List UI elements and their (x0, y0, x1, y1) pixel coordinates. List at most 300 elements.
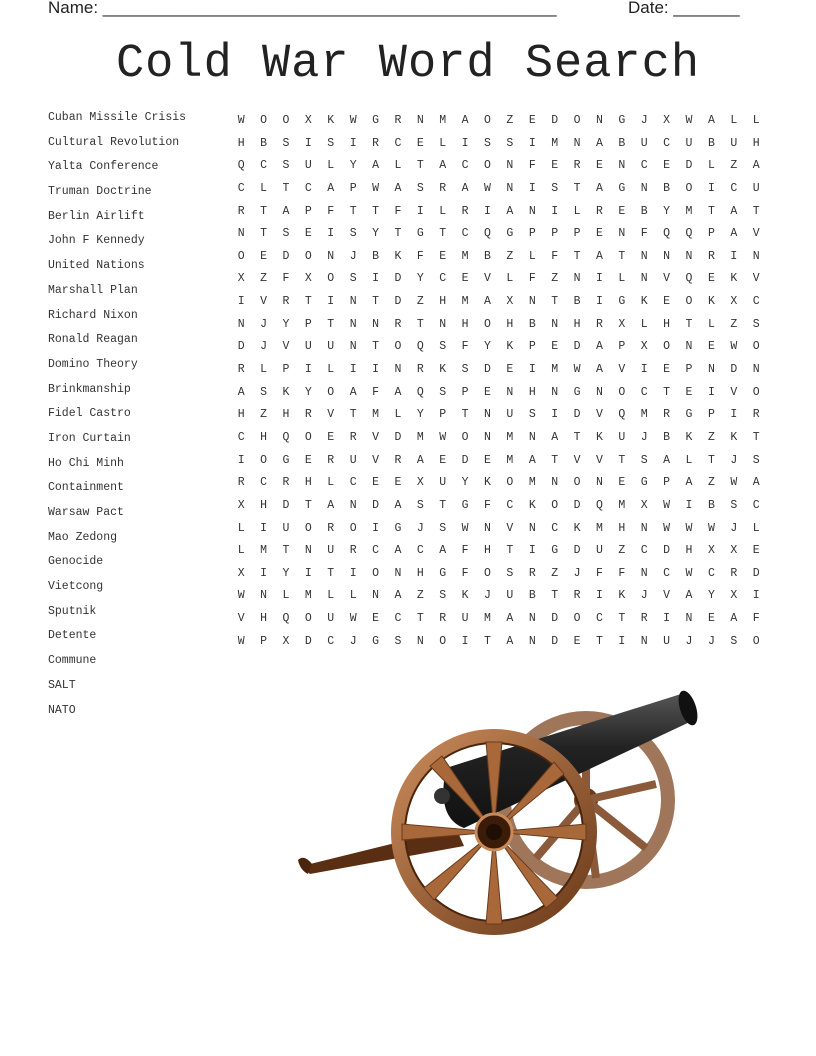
grid-letter: A (439, 544, 447, 558)
grid-letter: J (349, 634, 357, 648)
grid-letter: L (528, 249, 536, 263)
grid-letter: A (461, 181, 469, 195)
grid-letter: N (416, 114, 424, 127)
grid-letter: T (551, 295, 559, 309)
grid-letter: O (484, 159, 491, 173)
grid-letter: W (237, 114, 245, 127)
grid-letter: F (416, 249, 424, 263)
grid-letter: H (237, 408, 245, 422)
grid-letter: U (595, 544, 603, 558)
grid-letter: E (372, 476, 379, 490)
grid-letter: D (685, 159, 693, 173)
grid-letter: V (663, 272, 671, 286)
grid-letter: N (394, 566, 402, 580)
grid-letter: I (640, 363, 648, 377)
grid-letter: N (573, 272, 581, 286)
grid-letter: A (506, 204, 514, 218)
front-wheel (398, 736, 590, 928)
grid-letter: M (461, 295, 469, 309)
grid-letter: W (484, 181, 491, 195)
grid-letter: M (372, 408, 379, 422)
grid-letter: Y (484, 340, 491, 354)
grid-letter: N (551, 385, 559, 399)
grid-letter: S (752, 317, 760, 331)
grid-letter: W (685, 566, 693, 580)
grid-letter: E (595, 227, 603, 241)
grid-letter: T (573, 181, 581, 195)
grid-letter: O (573, 612, 581, 626)
grid-letter: E (304, 227, 312, 241)
grid-letter: Y (282, 566, 290, 580)
grid-letter: A (461, 114, 469, 127)
grid-letter: O (618, 385, 626, 399)
grid-letter: T (707, 453, 715, 467)
grid-letter: A (394, 498, 402, 512)
grid-letter: O (304, 521, 312, 535)
grid-letter: N (618, 159, 626, 173)
grid-letter: X (237, 272, 245, 286)
grid-letter: P (573, 227, 581, 241)
grid-letter: K (595, 430, 603, 444)
word-list-item: Fidel Castro (48, 407, 131, 421)
grid-letter: V (327, 408, 335, 422)
grid-letter: K (640, 295, 648, 309)
grid-letter: T (349, 408, 357, 422)
grid-letter: B (260, 136, 268, 150)
grid-letter: A (372, 159, 379, 173)
grid-letter: Z (416, 295, 424, 309)
grid-letter: P (304, 204, 312, 218)
word-list-item: Domino Theory (48, 357, 138, 371)
grid-letter: U (663, 634, 671, 648)
word-list-item: SALT (48, 678, 76, 692)
grid-letter: N (372, 589, 379, 603)
grid-letter: X (730, 544, 738, 558)
grid-letter: I (349, 566, 357, 580)
grid-letter: F (618, 566, 626, 580)
grid-letter: R (237, 204, 245, 218)
grid-row (230, 386, 767, 409)
grid-letter: K (573, 521, 581, 535)
grid-letter: H (685, 544, 693, 558)
grid-letter: H (416, 566, 424, 580)
grid-letter: N (237, 317, 245, 331)
grid-letter: P (685, 363, 693, 377)
grid-letter: D (573, 340, 581, 354)
grid-letter: H (618, 521, 626, 535)
grid-letter: U (461, 612, 469, 626)
grid-letter: O (752, 340, 760, 354)
grid-letter: D (573, 408, 581, 422)
grid-letter: F (327, 204, 335, 218)
grid-letter: G (618, 114, 626, 127)
grid-letter: R (595, 317, 603, 331)
grid-letter: N (595, 385, 603, 399)
grid-letter: B (618, 136, 626, 150)
grid-letter: C (237, 181, 245, 195)
grid-letter: N (595, 476, 603, 490)
grid-letter: T (573, 430, 581, 444)
grid-letter: F (484, 498, 491, 512)
grid-letter: M (640, 408, 648, 422)
grid-letter: V (752, 272, 760, 286)
grid-letter: G (618, 181, 626, 195)
word-list-item: Yalta Conference (48, 160, 159, 174)
grid-letter: I (484, 204, 491, 218)
grid-letter: G (394, 521, 402, 535)
grid-letter: W (349, 114, 357, 127)
grid-letter: K (506, 340, 514, 354)
grid-letter: J (685, 634, 693, 648)
grid-letter: C (551, 521, 559, 535)
grid-letter: K (528, 498, 536, 512)
grid-letter: R (461, 204, 469, 218)
grid-letter: E (618, 204, 626, 218)
grid-letter: T (618, 612, 626, 626)
grid-letter: Z (707, 430, 715, 444)
grid-letter: K (707, 295, 715, 309)
grid-letter: O (573, 114, 581, 127)
grid-letter: S (484, 136, 491, 150)
grid-letter: T (260, 204, 268, 218)
grid-letter: A (349, 385, 357, 399)
grid-letter: N (416, 634, 424, 648)
grid-letter: I (752, 589, 760, 603)
grid-letter: B (528, 317, 536, 331)
grid-letter: E (707, 272, 715, 286)
grid-letter: C (439, 272, 447, 286)
grid-letter: R (730, 566, 738, 580)
grid-letter: N (685, 612, 693, 626)
grid-letter: U (640, 136, 648, 150)
grid-letter: O (304, 430, 312, 444)
grid-letter: K (327, 114, 335, 127)
grid-letter: G (461, 498, 469, 512)
grid-letter: O (484, 114, 491, 127)
grid-letter: C (663, 566, 671, 580)
grid-row (230, 137, 767, 160)
grid-letter: A (282, 204, 290, 218)
grid-letter: N (685, 249, 693, 263)
grid-letter: B (372, 249, 379, 263)
grid-letter: N (237, 227, 245, 241)
grid-letter: H (260, 498, 268, 512)
header (48, 0, 740, 18)
word-list-item: Marshall Plan (48, 283, 138, 297)
grid-letter: S (506, 566, 514, 580)
grid-letter: C (394, 612, 402, 626)
grid-letter: X (506, 295, 514, 309)
grid-letter: I (528, 136, 536, 150)
grid-letter: A (439, 159, 447, 173)
date-field-label[interactable]: Date: _______ (628, 0, 740, 17)
grid-letter: N (640, 272, 648, 286)
grid-letter: R (394, 453, 402, 467)
grid-letter: K (461, 589, 469, 603)
grid-letter: R (237, 476, 245, 490)
grid-letter: M (506, 453, 514, 467)
grid-letter: B (573, 295, 581, 309)
grid-letter: T (551, 453, 559, 467)
grid-letter: A (730, 227, 738, 241)
grid-letter: R (595, 204, 603, 218)
grid-letter: W (730, 340, 738, 354)
grid-row (230, 340, 767, 363)
grid-letter: E (663, 363, 671, 377)
grid-letter: G (282, 453, 290, 467)
grid-letter: X (707, 544, 715, 558)
grid-letter: L (282, 589, 290, 603)
grid-letter: F (461, 340, 469, 354)
grid-letter: U (327, 544, 335, 558)
grid-letter: I (707, 181, 715, 195)
grid-row (230, 250, 767, 273)
grid-letter: R (282, 295, 290, 309)
grid-letter: O (484, 317, 491, 331)
grid-letter: R (707, 249, 715, 263)
grid-letter: T (573, 249, 581, 263)
grid-letter: J (730, 521, 738, 535)
grid-letter: T (484, 634, 491, 648)
grid-letter: J (416, 521, 424, 535)
grid-letter: N (640, 249, 648, 263)
grid-letter: A (394, 589, 402, 603)
grid-letter: A (685, 476, 693, 490)
grid-letter: U (730, 136, 738, 150)
grid-letter: R (416, 363, 424, 377)
grid-letter: N (349, 317, 357, 331)
grid-letter: N (528, 634, 536, 648)
grid-letter: V (573, 453, 581, 467)
grid-letter: M (260, 544, 268, 558)
grid-letter: C (416, 544, 424, 558)
grid-letter: C (394, 136, 402, 150)
grid-letter: S (640, 453, 648, 467)
grid-letter: H (282, 408, 290, 422)
grid-letter: N (528, 612, 536, 626)
grid-letter: N (506, 159, 514, 173)
grid-letter: Y (304, 385, 312, 399)
grid-letter: O (461, 430, 469, 444)
grid-letter: S (349, 227, 357, 241)
grid-letter: W (237, 634, 245, 648)
word-list-item: Cultural Revolution (48, 135, 180, 149)
grid-letter: Q (416, 340, 424, 354)
grid-letter: S (439, 340, 447, 354)
grid-letter: A (595, 136, 603, 150)
word-list-item: Ronald Reagan (48, 333, 138, 347)
grid-letter: C (640, 159, 648, 173)
grid-letter: E (707, 340, 715, 354)
grid-letter: O (260, 453, 268, 467)
grid-letter: Y (349, 159, 357, 173)
grid-letter: T (439, 227, 447, 241)
grid-letter: E (618, 476, 626, 490)
grid-letter: U (282, 521, 290, 535)
grid-letter: D (551, 612, 559, 626)
grid-letter: I (528, 363, 536, 377)
grid-letter: E (327, 430, 335, 444)
grid-letter: N (528, 521, 536, 535)
grid-letter: F (528, 272, 536, 286)
grid-letter: O (260, 114, 268, 127)
grid-letter: V (282, 340, 290, 354)
grid-letter: P (528, 227, 536, 241)
grid-letter: I (416, 204, 424, 218)
grid-letter: C (372, 544, 379, 558)
grid-letter: D (573, 544, 581, 558)
grid-letter: N (551, 317, 559, 331)
grid-letter: K (282, 385, 290, 399)
grid-letter: N (327, 249, 335, 263)
grid-letter: C (506, 498, 514, 512)
grid-letter: Q (663, 227, 671, 241)
grid-letter: G (439, 566, 447, 580)
grid-letter: T (618, 453, 626, 467)
grid-letter: T (663, 385, 671, 399)
grid-letter: A (707, 114, 715, 127)
name-field-label[interactable]: Name: ________________________________________________ (48, 0, 557, 17)
grid-letter: I (461, 136, 469, 150)
grid-letter: A (595, 249, 603, 263)
grid-letter: L (685, 453, 693, 467)
grid-letter: V (663, 589, 671, 603)
grid-letter: A (730, 204, 738, 218)
grid-letter: D (730, 363, 738, 377)
grid-letter: C (349, 476, 357, 490)
grid-letter: U (618, 430, 626, 444)
grid-letter: P (663, 476, 671, 490)
grid-letter: J (707, 634, 715, 648)
grid-letter: P (304, 317, 312, 331)
grid-letter: M (506, 430, 514, 444)
grid-letter: Z (730, 317, 738, 331)
grid-letter: T (394, 227, 402, 241)
grid-letter: G (551, 544, 559, 558)
grid-letter: U (304, 159, 312, 173)
grid-letter: F (282, 272, 290, 286)
grid-letter: V (484, 272, 491, 286)
grid-letter: N (640, 634, 648, 648)
grid-letter: R (394, 317, 402, 331)
grid-letter: Q (685, 227, 693, 241)
grid-letter: V (730, 385, 738, 399)
grid-letter: E (685, 385, 693, 399)
grid-letter: F (528, 159, 536, 173)
grid-letter: E (573, 634, 581, 648)
grid-letter: G (640, 476, 648, 490)
grid-letter: P (707, 408, 715, 422)
grid-letter: C (461, 227, 469, 241)
grid-letter: U (506, 589, 514, 603)
grid-letter: O (304, 612, 312, 626)
grid-letter: G (372, 634, 379, 648)
grid-row (230, 272, 767, 295)
grid-letter: Y (416, 408, 424, 422)
grid-letter: A (506, 612, 514, 626)
grid-letter: E (416, 136, 424, 150)
grid-row (230, 567, 767, 590)
grid-letter: N (595, 114, 603, 127)
grid-letter: I (304, 363, 312, 377)
grid-letter: A (685, 589, 693, 603)
grid-letter: I (349, 136, 357, 150)
grid-letter: T (260, 227, 268, 241)
grid-letter: R (304, 408, 312, 422)
grid-letter: C (707, 566, 715, 580)
grid-letter: T (349, 204, 357, 218)
grid-row (230, 205, 767, 228)
grid-row (230, 114, 767, 137)
grid-letter: N (349, 340, 357, 354)
word-list-item: Warsaw Pact (48, 506, 124, 519)
grid-letter: N (528, 204, 536, 218)
grid-letter: L (327, 363, 335, 377)
grid-letter: S (730, 634, 738, 648)
grid-letter: B (707, 498, 715, 512)
grid-letter: D (484, 363, 491, 377)
grid-letter: D (752, 566, 760, 580)
grid-letter: Y (461, 476, 469, 490)
grid-letter: G (506, 227, 514, 241)
grid-letter: N (439, 317, 447, 331)
grid-row (230, 318, 767, 341)
grid-letter: I (304, 566, 312, 580)
grid-letter: L (707, 317, 715, 331)
grid-letter: T (618, 249, 626, 263)
grid-letter: X (730, 589, 738, 603)
grid-letter: O (752, 634, 760, 648)
grid-letter: C (640, 385, 648, 399)
grid-letter: J (260, 317, 268, 331)
grid-letter: F (461, 544, 469, 558)
grid-letter: A (394, 385, 402, 399)
grid-letter: E (752, 544, 760, 558)
grid-letter: M (618, 498, 626, 512)
grid-letter: V (595, 408, 603, 422)
grid-letter: T (304, 295, 312, 309)
grid-letter: T (439, 498, 447, 512)
grid-letter: A (416, 453, 424, 467)
grid-letter: H (237, 136, 245, 150)
grid-letter: M (416, 430, 424, 444)
grid-letter: E (707, 612, 715, 626)
grid-letter: Q (595, 498, 603, 512)
word-list-item: Mao Zedong (48, 530, 118, 544)
grid-letter: D (394, 295, 402, 309)
grid-letter: Q (618, 408, 626, 422)
grid-letter: I (260, 521, 268, 535)
grid-letter: D (551, 114, 559, 127)
grid-letter: C (327, 634, 335, 648)
grid-letter: L (439, 204, 447, 218)
cannon-illustration (296, 688, 700, 938)
grid-letter: B (663, 181, 671, 195)
grid-letter: W (573, 363, 581, 377)
grid-letter: Z (551, 566, 559, 580)
grid-letter: S (260, 385, 268, 399)
grid-letter: I (304, 136, 312, 150)
grid-letter: J (640, 430, 648, 444)
word-list-item: Cuban Missile Crisis (48, 111, 187, 124)
grid-letter: K (730, 272, 738, 286)
grid-letter: I (551, 204, 559, 218)
grid-letter: E (439, 249, 447, 263)
grid-letter: L (573, 204, 581, 218)
grid-letter: C (461, 159, 469, 173)
grid-letter: C (752, 295, 760, 309)
grid-letter: N (372, 317, 379, 331)
